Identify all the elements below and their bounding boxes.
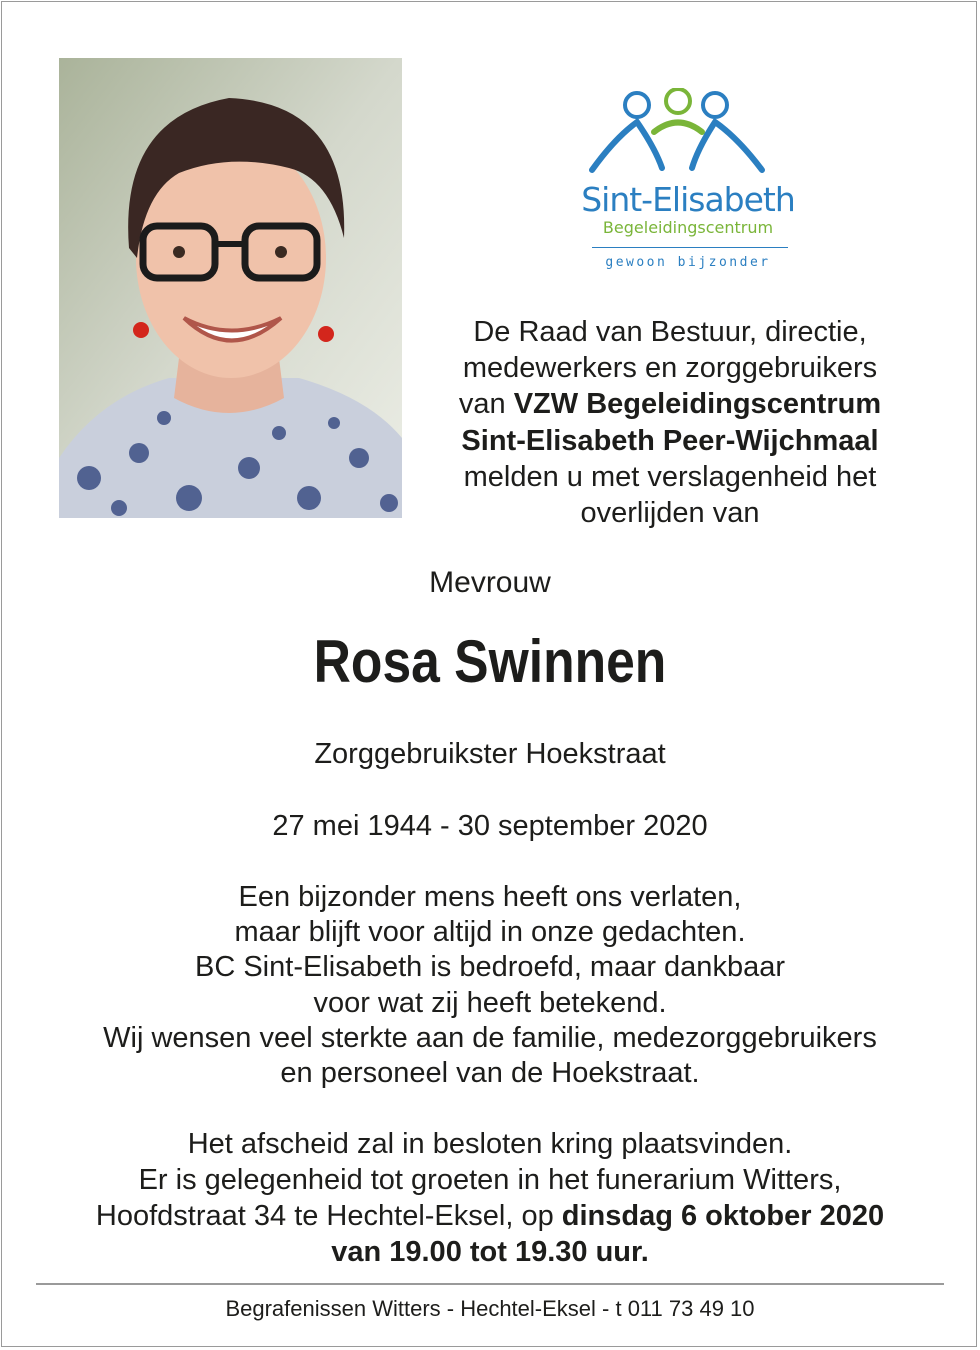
organization-name: VZW Begeleidingscentrum	[513, 388, 882, 421]
honorific: Mevrouw	[429, 566, 551, 599]
intro-line: De Raad van Bestuur, directie,	[473, 316, 867, 348]
intro-line: overlijden van	[580, 497, 760, 530]
tribute-text	[0, 880, 980, 1091]
announcement-intro	[420, 314, 920, 531]
tribute-line: Wij wensen veel sterkte aan de familie, medezorggebruikers	[103, 1021, 877, 1054]
logo-tagline: gewoon bijzonder	[605, 255, 771, 270]
tribute-line: Een bijzonder mens heeft ons verlaten,	[238, 881, 742, 913]
tribute-line: maar blijft voor altijd in onze gedachten.	[234, 916, 746, 949]
farewell-info	[0, 1126, 980, 1270]
farewell-address: Hoofdstraat 34 te Hechtel-Eksel, op	[95, 1200, 562, 1232]
intro-text: van	[458, 388, 514, 421]
footer-divider	[36, 1283, 944, 1285]
farewell-line: Het afscheid zal in besloten kring plaatsvinden.	[187, 1128, 793, 1160]
tribute-line: BC Sint-Elisabeth is bedroefd, maar dankbaar	[195, 951, 785, 984]
three-figures-icon	[580, 88, 796, 183]
intro-line: medewerkers en zorggebruikers	[462, 352, 878, 385]
funeral-home-footer: Begrafenissen Witters - Hechtel-Eksel - t 011 73 49 10	[225, 1296, 755, 1321]
farewell-date: dinsdag 6 oktober 2020	[561, 1200, 885, 1232]
intro-line	[420, 386, 920, 422]
deceased-name: Rosa Swinnen	[313, 628, 667, 695]
farewell-time: van 19.00 tot 19.30 uur.	[331, 1236, 649, 1268]
intro-line	[420, 423, 920, 459]
tribute-line: voor wat zij heeft betekend.	[313, 986, 667, 1019]
logo-name: Sint-Elisabeth	[581, 180, 795, 219]
farewell-line	[0, 1198, 980, 1234]
portrait-photo	[59, 58, 402, 518]
logo-divider	[592, 247, 788, 248]
logo-subtitle: Begeleidingscentrum	[602, 218, 774, 237]
sint-elisabeth-logo	[580, 88, 796, 278]
intro-line: melden u met verslagenheid het	[463, 460, 877, 493]
farewell-line	[0, 1234, 980, 1270]
tribute-line: en personeel van de Hoekstraat.	[280, 1057, 700, 1090]
farewell-line: Er is gelegenheid tot groeten in het funerarium Witters,	[138, 1164, 842, 1196]
deceased-role: Zorggebruikster Hoekstraat	[314, 738, 666, 770]
life-dates: 27 mei 1944 - 30 september 2020	[272, 810, 708, 842]
organization-location: Sint-Elisabeth Peer-Wijchmaal	[461, 424, 879, 457]
